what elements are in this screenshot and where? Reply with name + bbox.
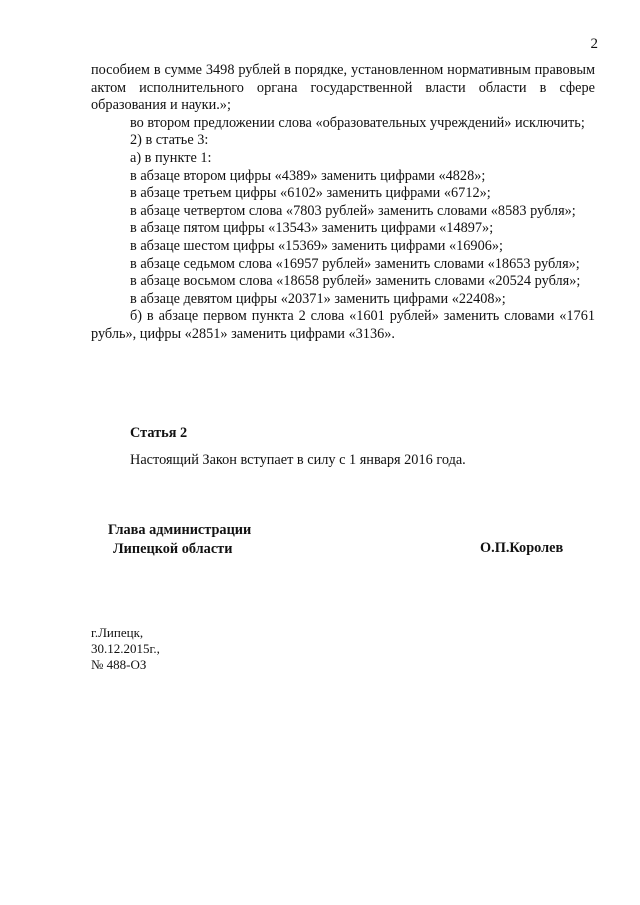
footer-number: № 488-ОЗ [91,657,147,672]
signatory-title [108,521,251,559]
paragraph: в абзаце девятом цифры «20371» заменить цифрами «22408»; [130,290,506,307]
paragraph: в абзаце восьмом слова «18658 рублей» заменить словами «20524 рубля»; [130,273,581,290]
signatory-title-line1: Глава администрации [108,522,252,538]
paragraph: 2) в статье 3: [130,132,209,149]
paragraph: в абзаце шестом цифры «15369» заменить цифрами «16906»; [130,237,504,254]
article-text: Настоящий Закон вступает в силу с 1 января 2016 года. [130,452,466,468]
paragraph: в абзаце втором цифры «4389» заменить цифрами «4828»; [130,167,486,184]
footer-date: 30.12.2015г., [91,641,160,656]
paragraph: а) в пункте 1: [130,149,212,166]
amendments-body [91,62,595,344]
page-number: 2 [590,36,598,52]
paragraph: в абзаце четвертом слова «7803 рублей» заменить словами «8583 рубля»; [130,202,576,219]
paragraph: в абзаце третьем цифры «6102» заменить цифрами «6712»; [130,185,491,202]
paragraph: во втором предложении слова «образовательных учреждений» исключить; [130,114,585,131]
paragraph: б) в абзаце первом пункта 2 слова «1601 рублей» заменить словами «1761 рубль», цифры «2851» заменить цифрами «3136». [91,308,595,342]
signatory-name: О.П.Королев [480,540,564,556]
paragraph: в абзаце пятом цифры «13543» заменить цифрами «14897»; [130,220,494,237]
paragraph: в абзаце седьмом слова «16957 рублей» заменить словами «18653 рубля»; [130,255,580,272]
footer-city: г.Липецк, [91,625,144,640]
signatory-title-line2: Липецкой области [113,541,233,557]
document-footer [91,625,160,673]
paragraph: пособием в сумме 3498 рублей в порядке, установленном нормативным правовым актом исполнительного органа государственной власти области в сфере образования и науки.»; [91,62,595,114]
article-heading: Статья 2 [130,425,188,441]
